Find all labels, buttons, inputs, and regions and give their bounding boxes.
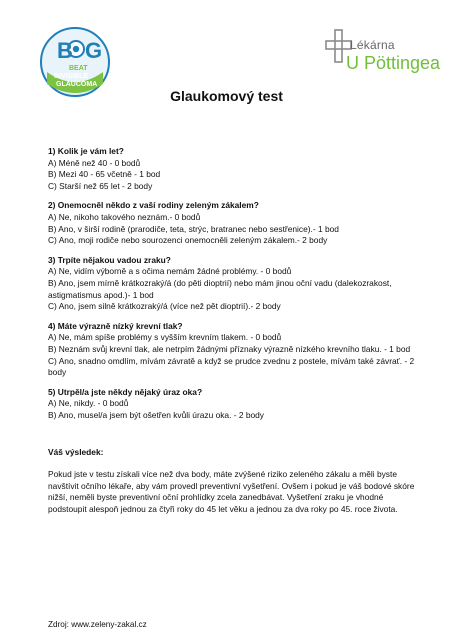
question-heading: 2) Onemocněl někdo z vaší rodiny zeleným zákalem?: [48, 200, 259, 211]
questionnaire: [48, 146, 418, 515]
question-heading: 5) Utrpěl/a jste někdy nějaký úraz oka?: [48, 386, 203, 397]
question-3: [48, 255, 418, 313]
answer-option: B) Ano, musel/a jsem být ošetřen kvůli úrazu oka. - 2 body: [48, 409, 264, 420]
pharmacy-name-line1: Lékárna: [350, 38, 395, 52]
answer-option: C) Starší než 65 let - 2 body: [48, 180, 153, 191]
answer-option: A) Méně než 40 - 0 bodů: [48, 157, 141, 168]
answer-option: A) Ne, nikoho takového neznám.- 0 bodů: [48, 211, 201, 222]
source-footer: Zdroj: www.zeleny-zakal.cz: [48, 620, 147, 629]
question-heading: 3) Trpíte nějakou vadou zraku?: [48, 254, 171, 265]
answer-option: C) Ano, jsem silně krátkozraký/á (více než pět dioptrií).- 2 body: [48, 301, 281, 312]
question-4: [48, 321, 418, 379]
question-1: [48, 146, 418, 192]
question-heading: 4) Máte výrazně nízký krevní tlak?: [48, 320, 183, 331]
answer-option: A) Ne, vidím výborně a s očima nemám žádné problémy. - 0 bodů: [48, 266, 292, 277]
answer-option: B) Ano, jsem mírně krátkozraký/á (do pěti dioptrií) nebo mám jinou oční vadu (dalekozrakost, astigmatismus apod.)- 1 bod: [48, 277, 392, 300]
big-letter-b: B: [57, 38, 73, 63]
question-heading: 1) Kolik je vám let?: [48, 146, 124, 156]
answer-option: C) Ano, snadno omdlím, mívám závratě a když se prudce zvednu z postele, mívám také závrať. - 2 body: [48, 355, 415, 378]
big-letter-g: G: [85, 38, 103, 63]
question-2: [48, 200, 418, 246]
logo-tagline-1: BEAT: [69, 65, 88, 72]
answer-option: A) Ne, mám spíše problémy s vyšším krevním tlakem. - 0 bodů: [48, 332, 282, 343]
answer-option: B) Neznám svůj krevní tlak, ale netrpím žádnými příznaky výrazně nízkého krevního tlaku. - 1 bod: [48, 343, 411, 354]
answer-option: A) Ne, nikdy. - 0 bodů: [48, 398, 129, 409]
result-text: Pokud jste v testu získali více než dva body, máte zvýšené riziko zeleného zákalu a měli byste navštívit očního lékaře, aby vám provedl preventivní vyšetření. Ovšem i pokud je váš bodové skóre nižší, neměli byste preventivní oční prohlídky zcela zanedbávat. Vyšetření zraku je vhodné podstoupit alespoň jednou za čtyři roky do 45 let věku a jednou za dva roky po 45. roce života.: [48, 469, 415, 514]
answer-option: B) Ano, v širší rodině (prarodiče, teta, strýc, bratranec nebo sestřenice).- 1 bod: [48, 223, 339, 234]
question-5: [48, 387, 418, 422]
result-heading: Váš výsledek:: [48, 447, 104, 458]
pharmacy-logo: [324, 28, 444, 88]
document-title: Glaukomový test: [170, 88, 283, 104]
logo-tagline-3: GLAUCOMA: [56, 81, 98, 88]
pharmacy-name-line2: U Pöttingea: [346, 53, 441, 73]
answer-option: B) Mezi 40 - 65 včetně - 1 bod: [48, 169, 161, 180]
logo-tagline-2: INVISIBLE: [54, 73, 89, 80]
answer-option: C) Ano, moji rodiče nebo sourozenci onemocněli zeleným zákalem.- 2 body: [48, 235, 328, 246]
